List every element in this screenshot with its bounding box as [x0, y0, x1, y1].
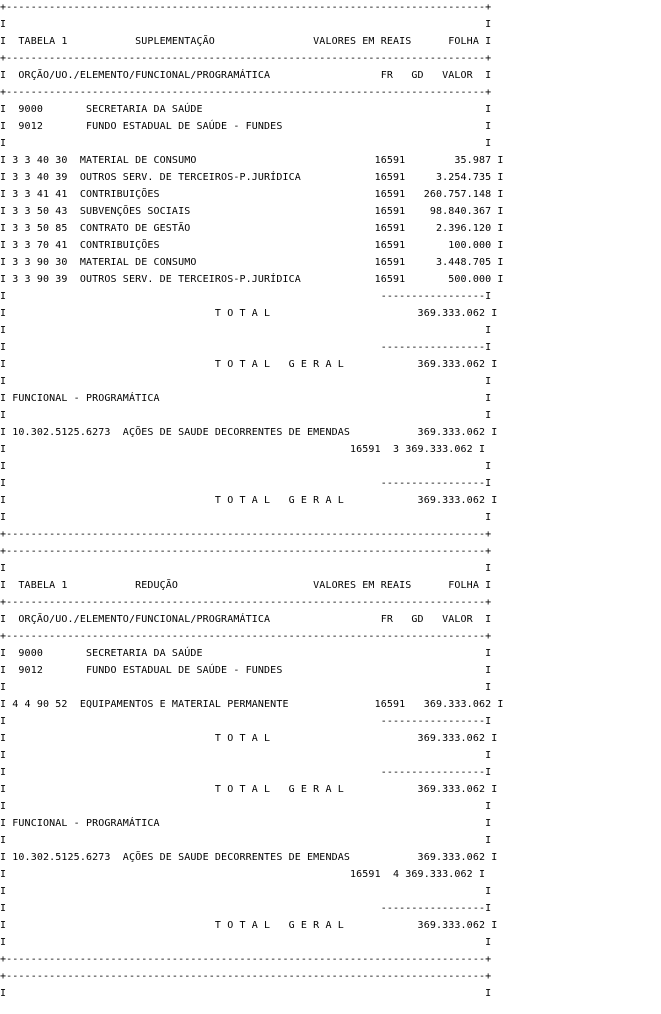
report-line: I -----------------I [0, 342, 492, 353]
report-line: I T O T A L G E R A L 369.333.062 I [0, 495, 498, 506]
report-line: I 3 3 50 85 CONTRATO DE GESTÃO 16591 2.396.120 I [0, 223, 504, 234]
report-line: +------------------------------------------------------------------------------+ [0, 954, 492, 965]
report-line: I I [0, 750, 492, 761]
report-line: I T O T A L G E R A L 369.333.062 I [0, 359, 498, 370]
report-line: +------------------------------------------------------------------------------+ [0, 2, 492, 13]
report-line: I 3 3 40 39 OUTROS SERV. DE TERCEIROS-P.JURÍDICA 16591 3.254.735 I [0, 172, 504, 183]
report-line: +------------------------------------------------------------------------------+ [0, 971, 492, 982]
report-line: I ORÇÃO/UO./ELEMENTO/FUNCIONAL/PROGRAMÁTICA FR GD VALOR I [0, 614, 492, 625]
report-line: I -----------------I [0, 767, 492, 778]
report-line: I 3 3 90 30 MATERIAL DE CONSUMO 16591 3.448.705 I [0, 257, 504, 268]
report-line: I 9000 SECRETARIA DA SAÚDE I [0, 104, 492, 115]
report-line: I -----------------I [0, 716, 492, 727]
report-line: I 10.302.5125.6273 AÇÕES DE SAUDE DECORRENTES DE EMENDAS 369.333.062 I [0, 852, 498, 863]
report-line: I 3 3 41 41 CONTRIBUIÇÕES 16591 260.757.148 I [0, 189, 504, 200]
report-line: I 16591 4 369.333.062 I [0, 869, 486, 880]
report-line: I T O T A L 369.333.062 I [0, 733, 498, 744]
report-line: I I [0, 801, 492, 812]
report-line: +------------------------------------------------------------------------------+ [0, 87, 492, 98]
report-line: I TABELA 1 SUPLEMENTAÇÃO VALORES EM REAIS FOLHA I [0, 36, 492, 47]
report-line: I -----------------I [0, 903, 492, 914]
report-line: I T O T A L 369.333.062 I [0, 308, 498, 319]
report-line: I T O T A L G E R A L 369.333.062 I [0, 784, 498, 795]
report-line: I I [0, 937, 492, 948]
report-line: I 9012 FUNDO ESTADUAL DE SAÚDE - FUNDES I [0, 665, 492, 676]
report-line: I I [0, 410, 492, 421]
report-line: I 3 3 50 43 SUBVENÇÕES SOCIAIS 16591 98.840.367 I [0, 206, 504, 217]
report-line: I I [0, 461, 492, 472]
report-line: I T O T A L G E R A L 369.333.062 I [0, 920, 498, 931]
report-line: I I [0, 376, 492, 387]
report-line: I I [0, 835, 492, 846]
report-line: +------------------------------------------------------------------------------+ [0, 597, 492, 608]
report-line: I FUNCIONAL - PROGRAMÁTICA I [0, 393, 492, 404]
report-line: +------------------------------------------------------------------------------+ [0, 631, 492, 642]
report-line: I -----------------I [0, 291, 492, 302]
report-line: I 3 3 40 30 MATERIAL DE CONSUMO 16591 35.987 I [0, 155, 504, 166]
report-line: I I [0, 19, 492, 30]
report-line: I I [0, 988, 492, 999]
report-line: I 3 3 70 41 CONTRIBUIÇÕES 16591 100.000 I [0, 240, 504, 251]
report-line: I I [0, 563, 492, 574]
report-line: I FUNCIONAL - PROGRAMÁTICA I [0, 818, 492, 829]
report-line: I 9012 FUNDO ESTADUAL DE SAÚDE - FUNDES I [0, 121, 492, 132]
report-line: +------------------------------------------------------------------------------+ [0, 546, 492, 557]
report-line: I TABELA 1 REDUÇÃO VALORES EM REAIS FOLHA I [0, 580, 492, 591]
report-line: I 16591 3 369.333.062 I [0, 444, 486, 455]
report-line: +------------------------------------------------------------------------------+ [0, 529, 492, 540]
report-line: I -----------------I [0, 478, 492, 489]
report-line: I I [0, 512, 492, 523]
report-line: I 3 3 90 39 OUTROS SERV. DE TERCEIROS-P.JURÍDICA 16591 500.000 I [0, 274, 504, 285]
report-line: I I [0, 325, 492, 336]
report-line: I I [0, 682, 492, 693]
report-line: +------------------------------------------------------------------------------+ [0, 53, 492, 64]
report-line: I I [0, 138, 492, 149]
report-line: I 4 4 90 52 EQUIPAMENTOS E MATERIAL PERMANENTE 16591 369.333.062 I [0, 699, 504, 710]
report-line: I 9000 SECRETARIA DA SAÚDE I [0, 648, 492, 659]
report-line: I I [0, 886, 492, 897]
report-line: I 10.302.5125.6273 AÇÕES DE SAUDE DECORRENTES DE EMENDAS 369.333.062 I [0, 427, 498, 438]
report-line: I ORÇÃO/UO./ELEMENTO/FUNCIONAL/PROGRAMÁTICA FR GD VALOR I [0, 70, 492, 81]
